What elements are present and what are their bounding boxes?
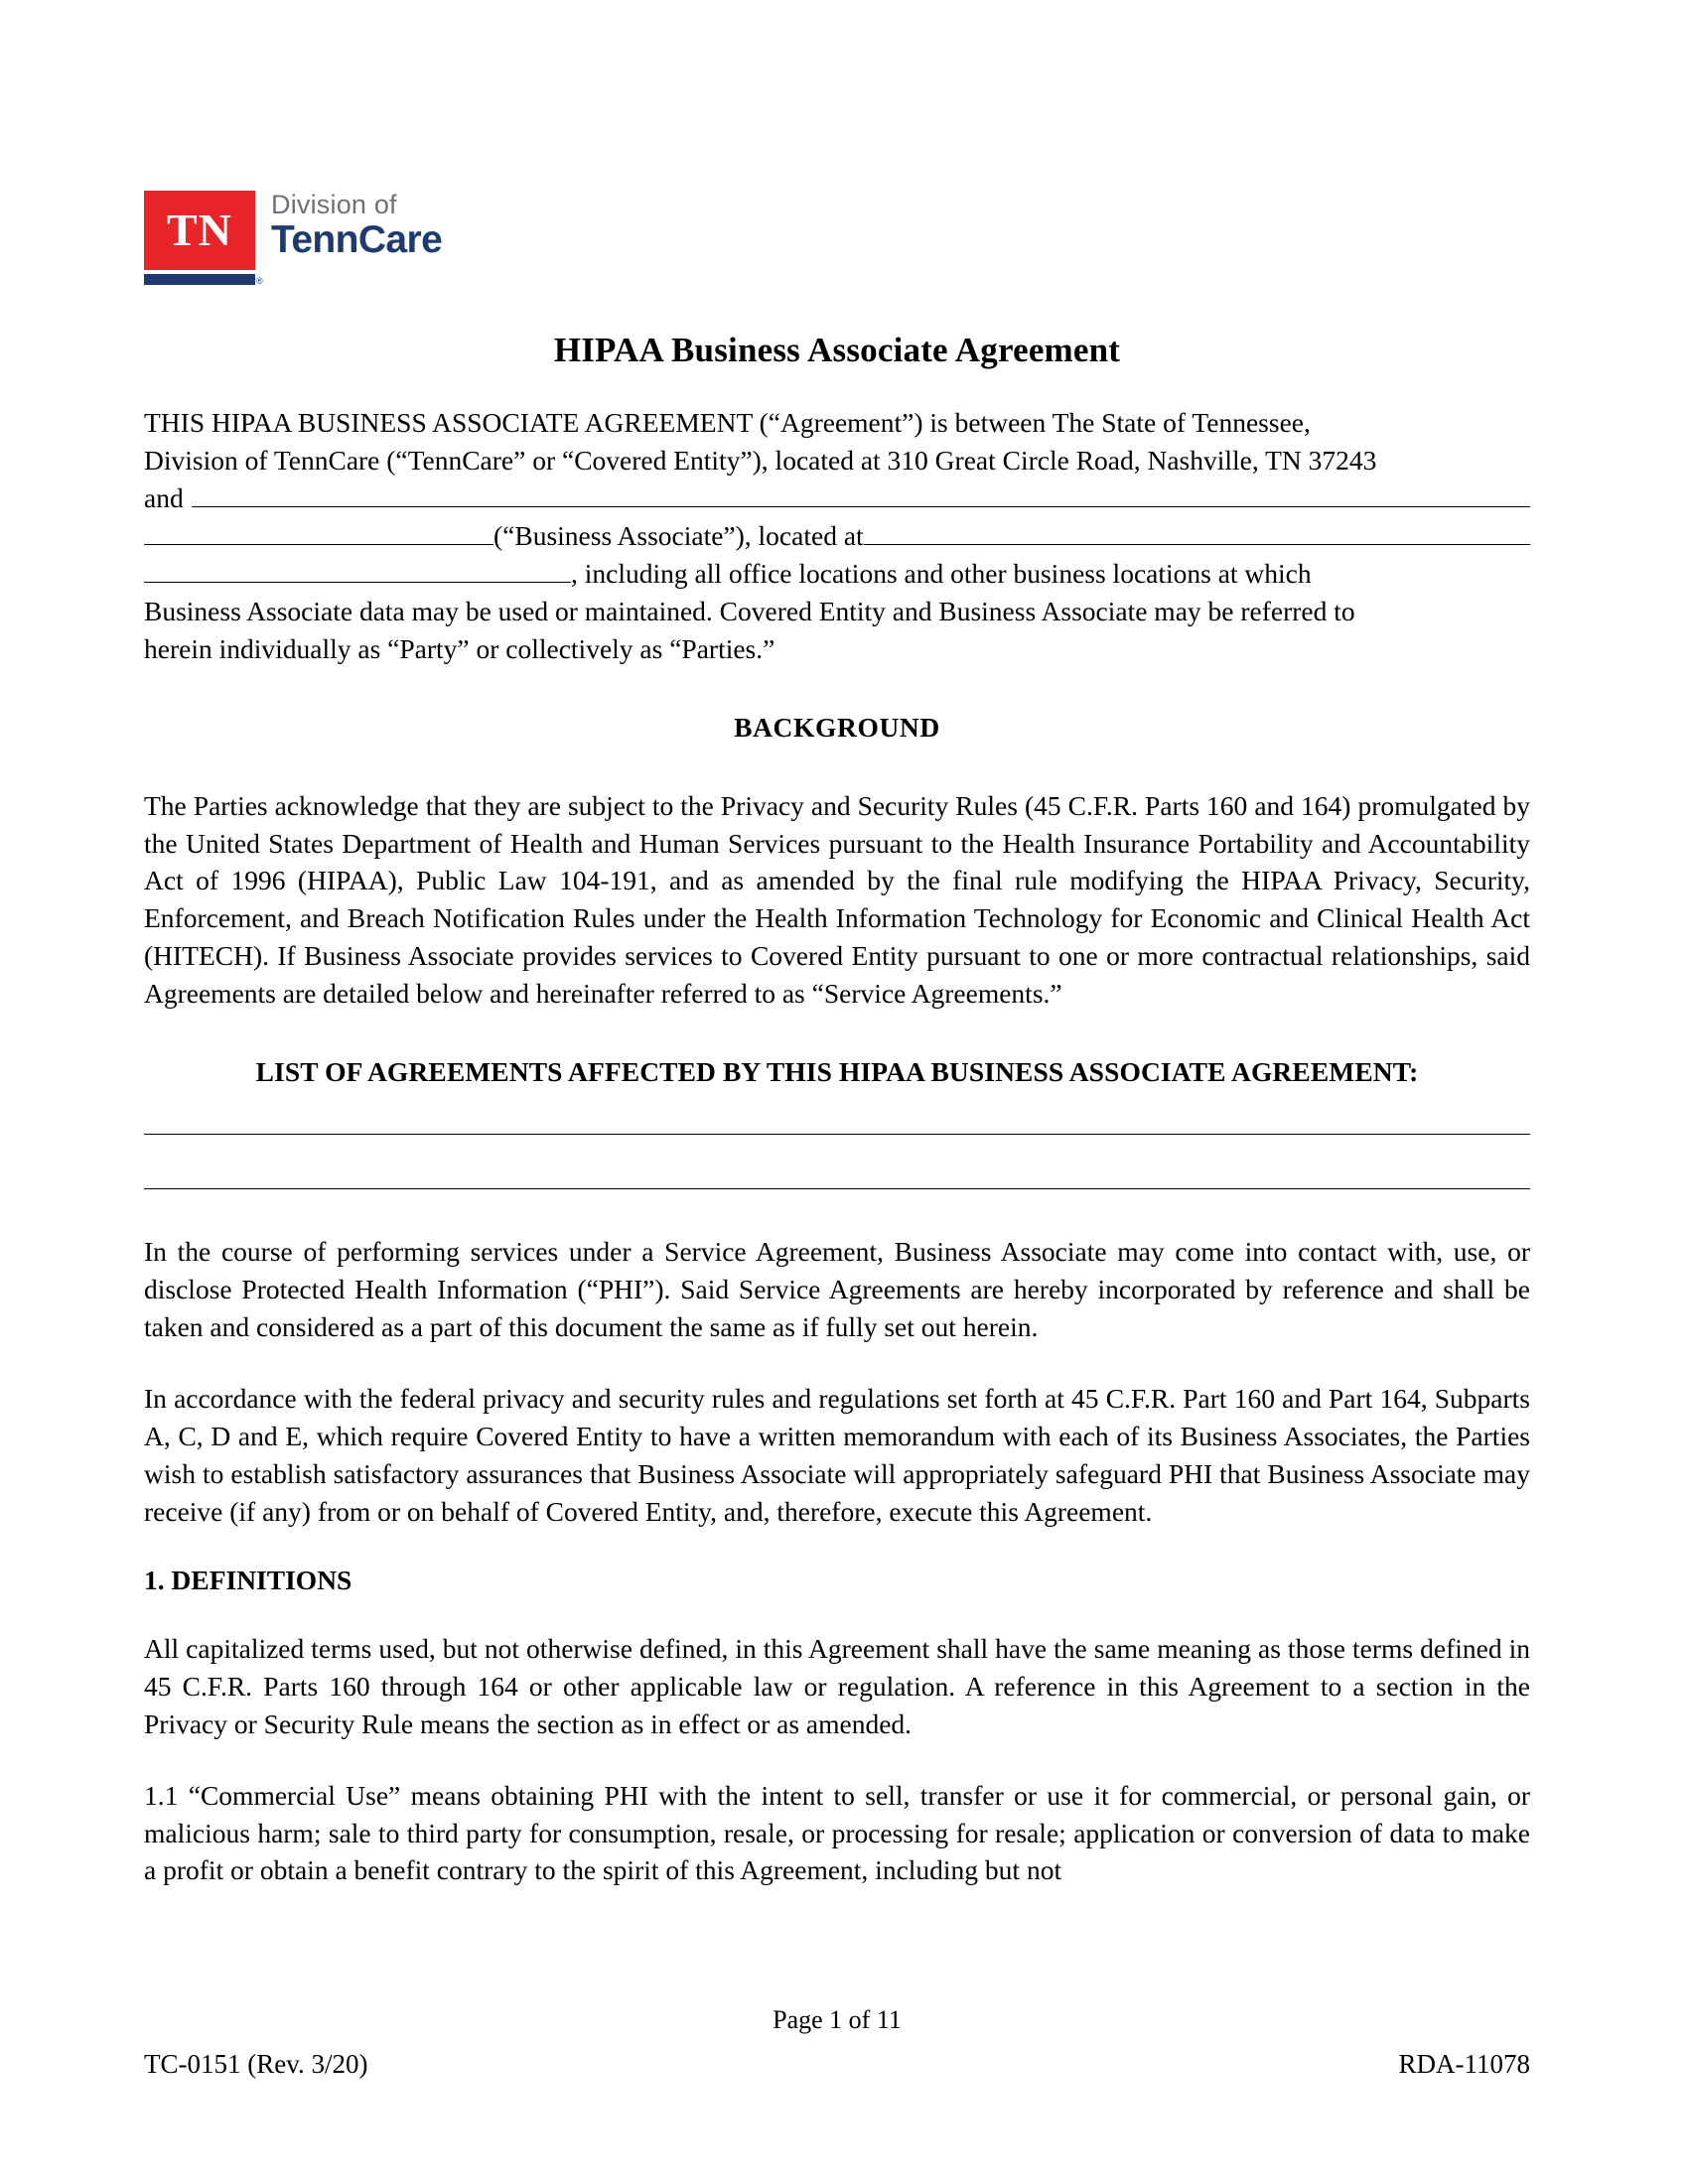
registered-trademark-icon: ® (256, 276, 263, 286)
list-of-agreements-heading: LIST OF AGREEMENTS AFFECTED BY THIS HIPAA BUSINESS ASSOCIATE AGREEMENT: (255, 1056, 1419, 1088)
page-title: HIPAA Business Associate Agreement (553, 331, 1121, 369)
paragraph-services: In the course of performing services under a Service Agreement, Business Associate may come into contact with, use, or disclose Protected Health Information (“PHI”). Said Service Agreements are hereby incorporated by reference and shall be taken and considered as a part of this document the same as if fully set out herein. (144, 1236, 1530, 1343)
intro-block (144, 404, 1530, 668)
intro-line-5-text: , including all office locations and other business locations at which (571, 557, 1312, 589)
definitions-intro-paragraph: All capitalized terms used, but not otherwise defined, in this Agreement shall have the same meaning as those terms defined in 45 C.F.R. Parts 160 through 164 or other applicable law or regulation. A reference in this Agreement to a section in the Privacy or Security Rule means the section as in effect or as amended. (144, 1632, 1530, 1739)
business-associate-name-blank[interactable] (192, 480, 1530, 507)
tn-red-square-icon (144, 191, 255, 270)
footer-identifiers (144, 2049, 1530, 2080)
tn-initials: TN (167, 205, 232, 255)
form-number: TC-0151 (Rev. 3/20) (144, 2049, 368, 2079)
rda-number: RDA-11078 (1398, 2049, 1530, 2079)
intro-and-label: and (144, 481, 184, 513)
logo-wordmark (271, 191, 442, 261)
business-associate-address-blank-cont[interactable] (144, 556, 571, 583)
logo-division-line: Division of (271, 190, 397, 219)
intro-line-7: herein individually as “Party” or collectively as “Parties.” (144, 632, 775, 664)
page-number: Page 1 of 11 (773, 2005, 902, 2034)
business-associate-label: (“Business Associate”), located at (493, 519, 864, 551)
paragraph-accordance: In accordance with the federal privacy and security rules and regulations set forth at 45 C.F.R. Part 160 and Part 164, Subparts A, C, D and E, which require Covered Entity to have a written memorandum with each of its Business Associates, the Parties wish to establish satisfactory assurances that Business Associate will appropriately safeguard PHI that Business Associate may receive (if any) from or on behalf of Covered Entity, and, therefore, execute this Agreement. (144, 1383, 1530, 1527)
business-associate-name-blank-cont[interactable] (144, 518, 493, 545)
definition-1-1-paragraph: 1.1 “Commercial Use” means obtaining PHI with the intent to sell, transfer or use it for commercial, or personal gain, or malicious harm; sale to third party for consumption, resale, or processing for resale; application or conversion of data to make a profit or obtain a benefit contrary to the spirit of this Agreement, including but not (144, 1779, 1530, 1886)
page-footer (144, 2005, 1530, 2080)
tn-navy-bar-icon (144, 274, 255, 285)
background-heading: BACKGROUND (734, 711, 940, 743)
intro-line-3 (144, 479, 1530, 517)
tenncare-logo (144, 191, 601, 310)
intro-line-4 (144, 517, 1530, 555)
background-paragraph: The Parties acknowledge that they are subject to the Privacy and Security Rules (45 C.F.R. Parts 160 and 164) promulgated by the United States Department of Health and Human Services pursuant to the Health Insurance Portability and Accountability Act of 1996 (HIPAA), Public Law 104-191, and as amended by the final rule modifying the HIPAA Privacy, Security, Enforcement, and Breach Notification Rules under the Health Information Technology for Economic and Clinical Health Act (HITECH). If Business Associate provides services to Covered Entity pursuant to one or more contractual relationships, said Agreements are detailed below and hereinafter referred to as “Service Agreements.” (144, 789, 1530, 1010)
business-associate-address-blank[interactable] (864, 518, 1530, 545)
intro-line-6: Business Associate data may be used or maintained. Covered Entity and Business Associate may be referred to (144, 595, 1355, 626)
intro-line-2: Division of TennCare (“TennCare” or “Covered Entity”), located at 310 Great Circle Road, Nashville, TN 37243 (144, 444, 1377, 476)
intro-line-5 (144, 555, 1530, 593)
logo-brand-line: TennCare (271, 218, 443, 262)
intro-line-1: THIS HIPAA BUSINESS ASSOCIATE AGREEMENT (“Agreement”) is between The State of Tennessee, (144, 407, 1311, 438)
definitions-heading: 1. DEFINITIONS (144, 1564, 352, 1595)
document-body (144, 323, 1530, 1889)
tn-logo-mark (144, 191, 263, 286)
